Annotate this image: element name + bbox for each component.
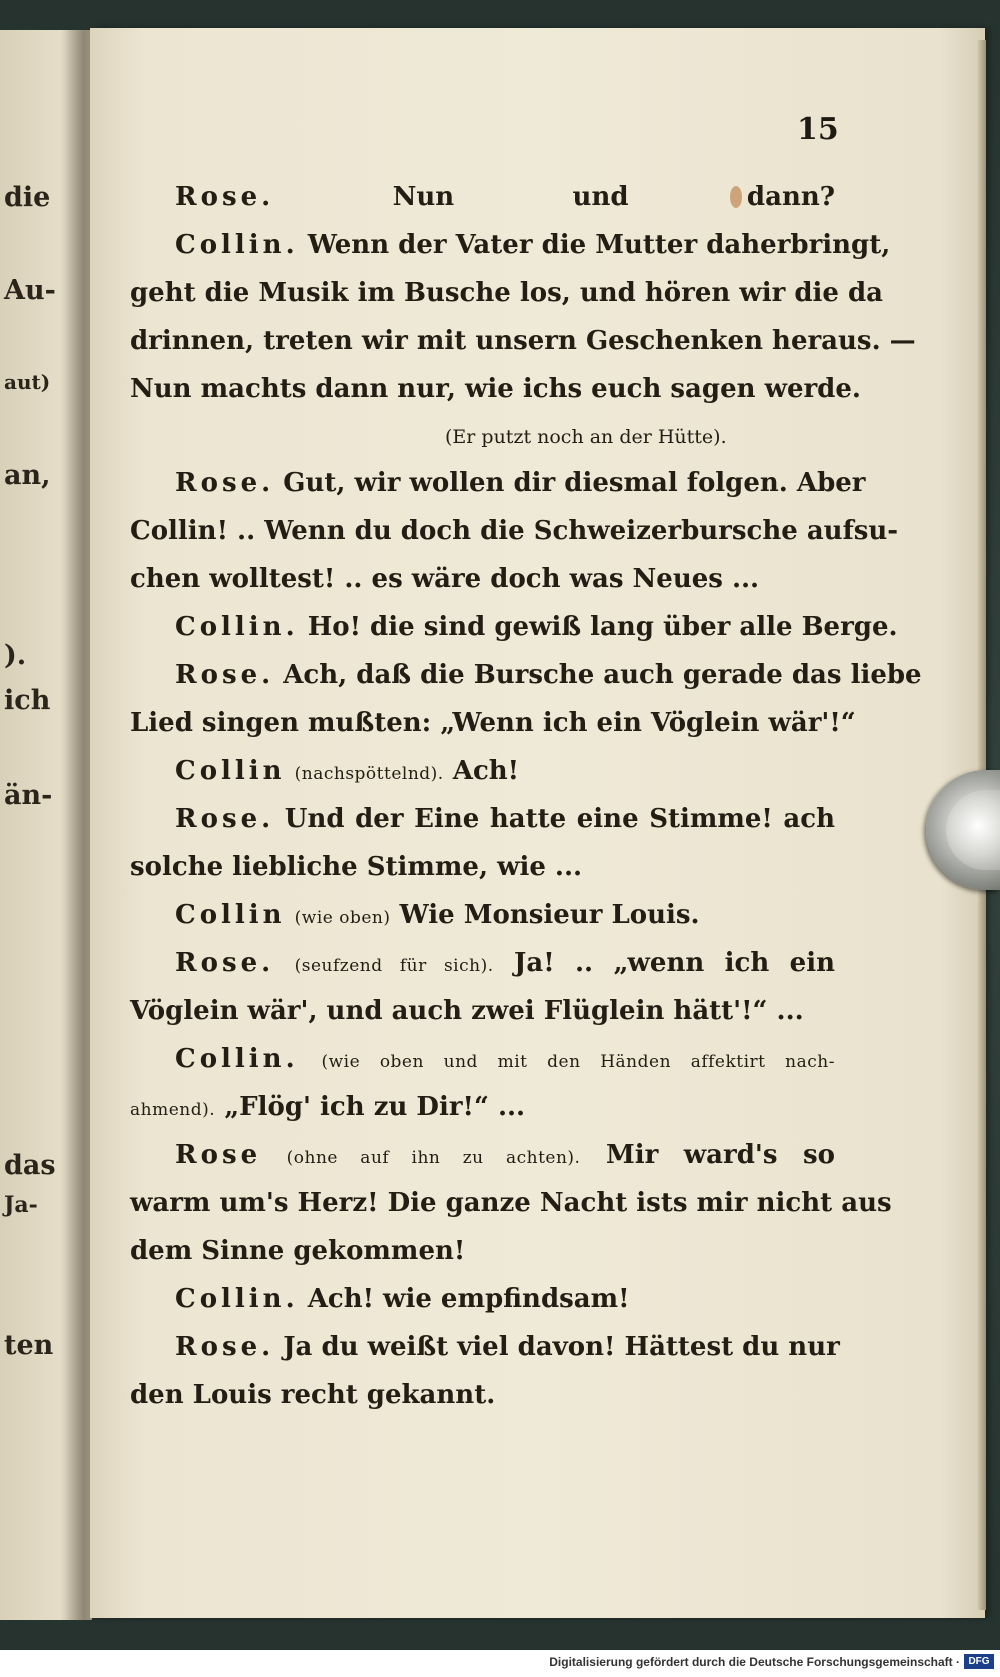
stage-direction: (wie oben und mit den Händen affektirt nach- bbox=[321, 1052, 835, 1072]
text-line bbox=[175, 1330, 840, 1364]
stage-direction: (nachspöttelnd). bbox=[294, 764, 444, 784]
speaker-name: Rose. bbox=[175, 660, 275, 690]
text-line: drinnen, treten wir mit unsern Geschenken heraus. — bbox=[130, 326, 916, 356]
text-line bbox=[175, 802, 835, 836]
speaker-name: Rose. bbox=[175, 182, 275, 212]
text-line: Nun machts dann nur, wie ichs euch sagen werde. bbox=[130, 374, 861, 404]
left-page-fragment: das bbox=[4, 1150, 56, 1181]
text-line bbox=[175, 1282, 835, 1316]
speaker-name: Rose. bbox=[175, 948, 275, 978]
stage-direction: ahmend). bbox=[130, 1100, 216, 1120]
text-line bbox=[130, 1090, 835, 1124]
speaker-name: Rose bbox=[175, 1140, 262, 1170]
text-line: Vöglein wär', und auch zwei Flüglein hätt'!“ ... bbox=[130, 996, 804, 1026]
text-line bbox=[175, 658, 922, 692]
left-page-fragment: ). bbox=[4, 640, 27, 671]
speaker-name: Collin bbox=[175, 900, 286, 930]
text-line: dem Sinne gekommen! bbox=[130, 1236, 466, 1266]
dfg-credit: Digitalisierung gefördert durch die Deutsche Forschungsgemeinschaft · bbox=[549, 1655, 960, 1669]
line-text: Wenn der Vater die Mutter daherbringt, bbox=[307, 230, 891, 260]
left-page-fragment: die bbox=[4, 182, 51, 213]
text-line bbox=[175, 1138, 835, 1172]
line-text: Mir ward's so bbox=[605, 1140, 835, 1170]
line-text: Ho! die sind gewiß lang über alle Berge. bbox=[307, 612, 898, 642]
line-text: Und der Eine hatte eine Stimme! ach bbox=[284, 804, 835, 834]
speaker-name: Collin. bbox=[175, 230, 299, 260]
line-text: Ach! bbox=[452, 756, 520, 786]
line-text: Ja! .. „wenn ich ein bbox=[514, 948, 835, 978]
text-line bbox=[175, 180, 835, 214]
line-text: Ach! wie empfindsam! bbox=[307, 1284, 630, 1314]
line-text: „Flög' ich zu Dir!“ ... bbox=[224, 1092, 526, 1122]
left-page-fragment: ich bbox=[4, 685, 51, 716]
line-text: Nun und dann? bbox=[392, 182, 835, 212]
left-page-fragment: Ja- bbox=[4, 1192, 38, 1218]
text-line: Lied singen mußten: „Wenn ich ein Vöglein wär'!“ bbox=[130, 708, 856, 738]
stage-direction: (Er putzt noch an der Hütte). bbox=[445, 426, 727, 448]
dfg-logo: DFG bbox=[964, 1654, 994, 1669]
text-line bbox=[175, 1042, 835, 1076]
text-line bbox=[175, 754, 835, 788]
line-text: Gut, wir wollen dir diesmal folgen. Aber bbox=[283, 468, 866, 498]
left-page-fragment: Au- bbox=[4, 275, 56, 306]
page-number: 15 bbox=[797, 112, 839, 147]
line-text: Ja du weißt viel davon! Hättest du nur bbox=[283, 1332, 840, 1362]
text-line bbox=[175, 610, 898, 644]
text-line: chen wolltest! .. es wäre doch was Neues ... bbox=[130, 564, 760, 594]
text-line: warm um's Herz! Die ganze Nacht ists mir nicht aus bbox=[130, 1188, 892, 1218]
left-page-fragment: än- bbox=[4, 780, 53, 811]
text-line bbox=[175, 898, 835, 932]
left-page-fragment: ten bbox=[4, 1330, 54, 1361]
text-line: Collin! .. Wenn du doch die Schweizerbursche aufsu- bbox=[130, 516, 899, 546]
stage-direction: (ohne auf ihn zu achten). bbox=[286, 1148, 581, 1168]
line-text: Wie Monsieur Louis. bbox=[399, 900, 700, 930]
text-line bbox=[175, 946, 835, 980]
line-text: Ach, daß die Bursche auch gerade das liebe bbox=[283, 660, 922, 690]
left-page-fragment: an, bbox=[4, 460, 51, 491]
text-line bbox=[175, 228, 891, 262]
stage-direction: (seufzend für sich). bbox=[294, 956, 494, 976]
left-page-fragment: aut) bbox=[4, 370, 51, 394]
stage-direction: (wie oben) bbox=[294, 908, 391, 928]
speaker-name: Collin. bbox=[175, 1044, 299, 1074]
speaker-name: Rose. bbox=[175, 468, 275, 498]
text-line: solche liebliche Stimme, wie ... bbox=[130, 852, 583, 882]
text-line: den Louis recht gekannt. bbox=[130, 1380, 496, 1410]
speaker-name: Collin. bbox=[175, 612, 299, 642]
speaker-name: Collin. bbox=[175, 1284, 299, 1314]
speaker-name: Collin bbox=[175, 756, 286, 786]
text-line bbox=[175, 466, 866, 500]
text-line: geht die Musik im Busche los, und hören wir die da bbox=[130, 278, 884, 308]
speaker-name: Rose. bbox=[175, 804, 275, 834]
speaker-name: Rose. bbox=[175, 1332, 275, 1362]
